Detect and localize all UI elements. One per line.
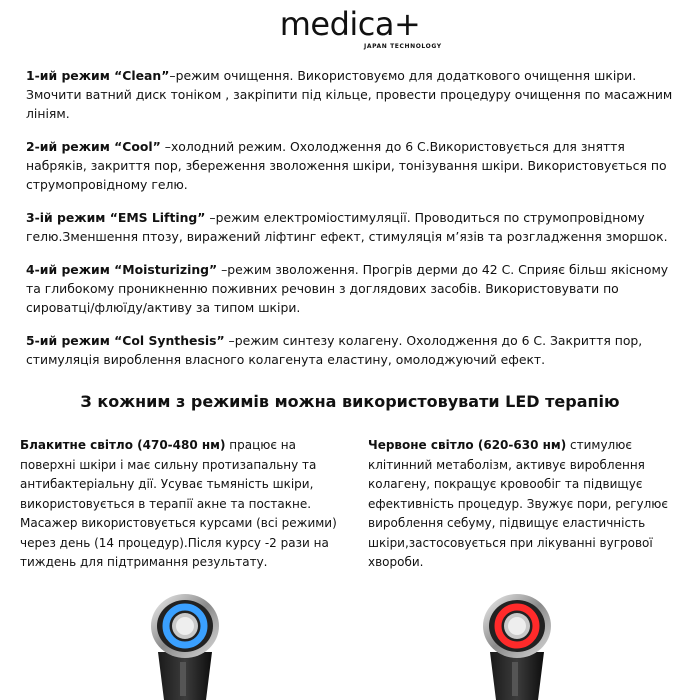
mode-1-text: –режим очищення. Використовуємо для додаткового очищення шкіри. Змочити ватний диск тоніком , закріпити під кільце, провести процедуру очищення по масажним лініям. — [26, 68, 673, 121]
logo-subtitle: JAPAN TECHNOLOGY — [364, 43, 442, 50]
mode-2-text: –холодний режим. Охолодження до 6 С.Використовується для зняття набряків, закриття пор, збереження зволоження шкіри, тонізування шкіри. Використовується по струмопровідному гелю. — [26, 139, 667, 192]
red-light-description — [368, 436, 688, 573]
mode-1 — [26, 66, 676, 123]
mode-5-title: 5-ий режим “Col Synthesis” — [26, 333, 225, 348]
mode-3-text: –режим електроміостимуляції. Проводиться по струмопровідному гелю.Зменшення птозу, виражений ліфтинг ефект, стимуляція м’язів та розгладження зморшок. — [26, 210, 668, 244]
mode-3-title: 3-ій режим “EMS Lifting” — [26, 210, 206, 225]
mode-4-text: –режим зволоження. Прогрів дерми до 42 С. Сприяє більш якісному та глибокому проникненню поживних речовин з доглядових засобів. Використовувати по сироватці/флюїду/активу за типом шкіри. — [26, 262, 669, 315]
red-light-text: стимулює клітинний метаболізм, активує вироблення колагену, покращує кровообіг та підвищує ефективність процедур. Звужує пори, регулює вироблення себуму, підвищує еластичність шкіри,застосовується при лікуванні вугрової хвороби. — [368, 438, 668, 569]
mode-5 — [26, 331, 676, 369]
mode-2-title: 2-ий режим “Cool” — [26, 139, 161, 154]
mode-4-title: 4-ий режим “Moisturizing” — [26, 262, 218, 277]
logo-text: medica+ — [279, 5, 421, 43]
mode-5-text: –режим синтезу колагену. Охолодження до 6 С. Закриття пор, стимуляція вироблення власного колагенута еластину, омолоджуючий ефект. — [26, 333, 643, 367]
mode-2 — [26, 137, 676, 194]
mode-1-title: 1-ий режим “Clean” — [26, 68, 170, 83]
modes-list — [26, 66, 676, 383]
red-light-title: Червоне світло (620-630 нм) — [368, 438, 567, 452]
brand-logo — [0, 5, 700, 50]
mode-3 — [26, 208, 676, 246]
blue-light-description — [20, 436, 340, 573]
blue-led-device-image — [140, 590, 230, 700]
mode-4 — [26, 260, 676, 317]
led-heading: З кожним з режимів можна використовувати LED терапію — [80, 392, 620, 411]
blue-light-title: Блакитне світло (470-480 нм) — [20, 438, 226, 452]
red-led-device-image — [472, 590, 562, 700]
blue-light-text: працює на поверхні шкіри і має сильну протизапальну та антибактеріальну дії. Усуває тьмяність шкіри, використовується в терапії акне та постакне. Масажер використовується курсами (всі режими) через день (14 процедур).Після курсу -2 рази на тиждень для підтримання результату. — [20, 438, 337, 569]
